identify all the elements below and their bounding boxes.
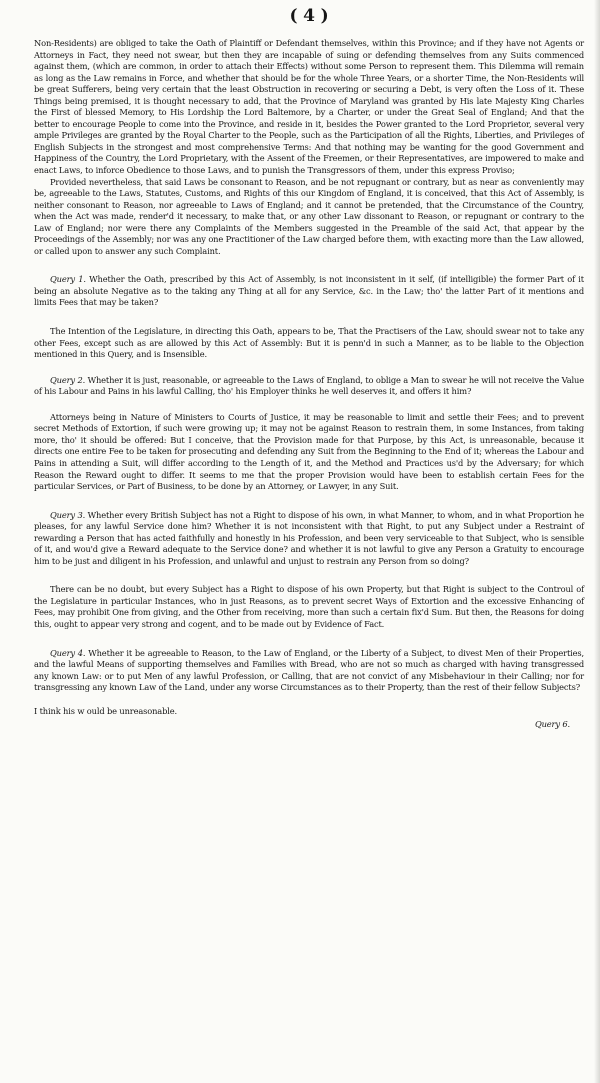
catchword: Query 6. — [534, 719, 570, 730]
answer-4: I think his w ould be unreasonable. — [34, 705, 178, 716]
answer-1: The Intention of the Legislature, in directing this Oath, appears to be, That the Practisers of the Law, should swear not to take any other Fees, except such as are allowed by this Act of Assembly: But it is penn'd in such a Manner, as to be liable to the Objection mentioned in this Query, and is Insensible. — [34, 326, 584, 360]
section-gap — [34, 493, 584, 510]
query-3-text: Whether every British Subject has not a Right to dispose of his own, in what Manner, to whom, and in what Proportion he pleases, for any lawful Service done him? Whether it is not inconsistent with that Right, to put any Subject under a Restraint of rewarding a Person that has acted faithfully and honestly in his Profession, and been very serviceable to that Subject, who is sensible of it, and wou'd give a Reward adequate to the Service done? and whether it is not lawful to give any Person a Gratuity to encourage him to be just and diligent in his Profession, and unlawful and unjust to restrain any Person from so doing? — [34, 509, 584, 566]
query-1-text: Whether the Oath, prescribed by this Act of Assembly, is not inconsistent in it self, (if intelligible) the former Part of it being an absolute Negative as to the taking any Thing at all for any Service, &c. in the Law; tho' the latter Part of it mentions and limits Fees that may be taken? — [34, 274, 584, 308]
query-4-label: Query 4. — [50, 647, 86, 658]
query-1-label: Query 1. — [50, 274, 86, 285]
answer-2: Attorneys being in Nature of Ministers to Courts of Justice, it may be reasonable to limit and settle their Fees; and to prevent secret Methods of Extortion, if such were growing up; it may not be against Reason to restrain them, in some Instances, from taking more, tho' it should be offered: But I conceive, that the Provision made for that Purpose, by this Act, is unreasonable, because it directs one entire Fee to be taken for prosecuting and defending any Suit from the Beginning to the End of it; whereas the Labour and Pains in attending a Suit, will differ according to the Length of it, and the Method and Practices us'd by the Adversary; for which Reason the Reward ought to differ. It seems to me that the proper Provision would have been to establish certain Fees for the particular Services, or Part of Business, to be done by an Attorney, or Lawyer, in any Suit. — [34, 411, 584, 492]
section-gap — [34, 309, 584, 326]
paragraph-continuation: Non-Residents) are obliged to take the Oath of Plaintiff or Defendant themselves, within this Province; and if they have not Agents or Attorneys in Fact, they need not swear, but then they are incapable of suing or defending themselves from any Suits commenced against them, (which are common, in order to attach their Effects) without some Person to represent them. This Dilemma will remain as long as the Law remains in Force, and whether that should be for the whole Three Years, or a shorter Time, the Non-Residents will be great Sufferers, being very certain that the least Obstruction in recovering or securing a Debt, is very often the Loss of it. These Things being premised, it is thought necessary to add, that the Province of Maryland was granted by His late Majesty King Charles the First of blessed Memory, to His Lordship the Lord Baltemore, by a Charter, or under the Great Seal of England; And that the better to encourage People to come into the Province, and reside in it, besides the Power granted to the Lord Proprietor, several very ample Privileges are granted by the Royal Charter to the People, such as the Participation of all the Rights, Liberties, and Privileges of English Subjects in the strongest and most comprehensive Terms: And that nothing may be wanting for the good Government and Happiness of the Country, the Lord Proprietary, with the Assent of the Freemen, or their Representatives, are impowered to make and enact Laws, to inforce Obedience to those Laws, and to punish the Transgressors of them, under this express Proviso; — [34, 38, 584, 176]
page-number: ( 4 ) — [289, 6, 329, 26]
section-gap — [34, 567, 584, 584]
query-3-label: Query 3. — [50, 509, 86, 520]
page-edge-shadow — [594, 0, 600, 1083]
section-gap — [34, 257, 584, 274]
section-gap — [34, 361, 584, 375]
answer-3: There can be no doubt, but every Subject has a Right to dispose of his own Property, but that Right is subject to the Controul of the Legislature in particular Instances, who in just Reasons, as to prevent secret Ways of Extortion and the excessive Enhancing of Fees, may prohibit One from giving, and the Other from receiving, more than such a certain fix'd Sum. But then, the Reasons for doing this, ought to appear very strong and cogent, and to be made out by Evidence of Fact. — [34, 584, 584, 629]
query-2 — [34, 375, 584, 398]
query-4-text: Whether it be agreeable to Reason, to the Law of England, or the Liberty of a Subject, to divest Men of their Properties, and the lawful Means of supporting themselves and Families with Bread, who are not so much as charged with having transgressed any known Law: or to put Men of any lawful Profession, or Calling, that are not convict of any Misbehaviour in their Calling; nor for transgressing any known Law of the Land, under any worse Circumstances as to their Property, than the rest of their fellow Subjects? — [34, 647, 585, 693]
query-2-label: Query 2. — [50, 374, 86, 385]
section-gap — [34, 631, 584, 648]
query-4 — [34, 648, 584, 694]
query-3 — [34, 510, 584, 568]
query-2-text: Whether it is just, reasonable, or agreeable to the Laws of England, to oblige a Man to swear he will not receive the Value of his Labour and Pains in his lawful Calling, tho' his Employer thinks he well deserves it, and offers it him? — [34, 374, 585, 397]
query-1 — [34, 274, 584, 309]
section-gap — [34, 694, 584, 706]
section-gap — [34, 398, 584, 412]
paragraph-proviso: Provided nevertheless, that said Laws be consonant to Reason, and be not repugnant or contrary, but as near as conveniently may be, agreeable to the Laws, Statutes, Customs, and Rights of this our Kingdom of England, it is conceived, that this Act of Assembly, is neither consonant to Reason, nor agreeable to Laws of England; and it cannot be pretended, that the Circumstance of the Country, when the Act was made, render'd it necessary, to make that, or any other Law dissonant to Reason, or repugnant or contrary to the Law of England; nor were there any Complaints of the Members suggested in the Preamble of the said Act, that appear by the Proceedings of the Assembly; nor was any one Practitioner of the Law charged before them, with exacting more than the Law allowed, or called upon to answer any such Complaint. — [34, 176, 584, 256]
